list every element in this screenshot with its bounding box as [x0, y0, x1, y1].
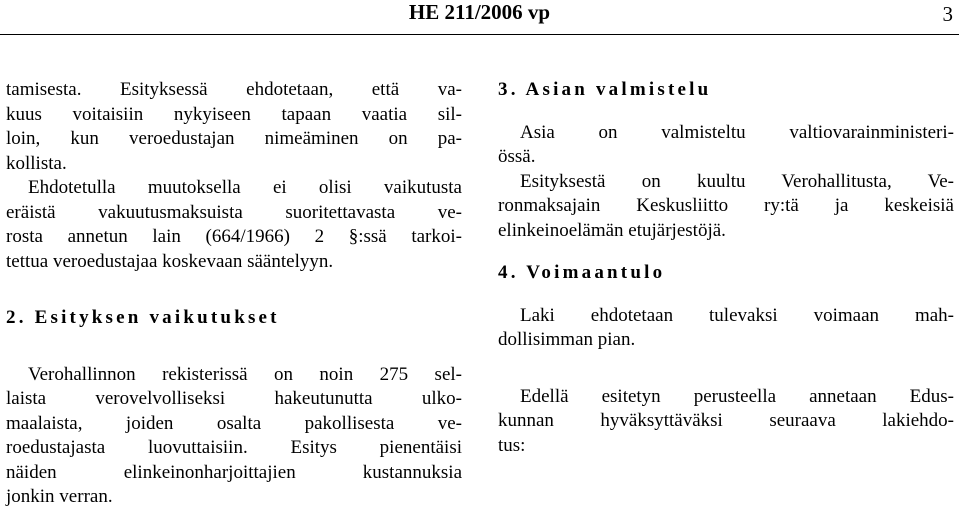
- text-line: Asia on valmisteltu valtiovarainministeri-: [520, 121, 954, 143]
- left-column: [6, 78, 462, 510]
- text-line: maalaista, joiden osalta pakollisesta ve-: [6, 412, 462, 434]
- paragraph-proposal: [498, 385, 954, 459]
- text-line: eräistä vakuutusmaksuista suoritettavasta ve-: [6, 201, 462, 223]
- right-column: [498, 78, 954, 458]
- text-line: elinkeinoelämän etujärjestöjä.: [498, 219, 726, 241]
- section-heading-3: 3. Asian valmistelu: [498, 79, 712, 100]
- text-line: össä.: [498, 146, 536, 167]
- header-rule: [0, 34, 959, 35]
- text-line: Edellä esitetyn perusteella annetaan Edus-: [520, 385, 954, 407]
- text-line: ronmaksajain Keskusliitto ry:tä ja keskeisiä: [498, 195, 954, 216]
- text-line: tus:: [498, 434, 526, 456]
- text-line: tettua veroedustajaa koskevaan sääntelyyn.: [6, 250, 334, 272]
- text-line: näiden elinkeinonharjoittajien kustannuksia: [6, 461, 462, 483]
- text-line: kuus voitaisiin nykyiseen tapaan vaatia sil-: [6, 103, 462, 125]
- paragraph-consultation: [498, 170, 954, 244]
- text-line: Ehdotetulla muutoksella ei olisi vaikutusta: [28, 177, 462, 198]
- text-line: kunnan hyväksyttäväksi seuraava lakiehdo-: [498, 410, 954, 431]
- section-heading-2: 2. Esityksen vaikutukset: [6, 307, 280, 328]
- text-line: tamisesta. Esityksessä ehdotetaan, että va-: [6, 79, 462, 100]
- text-line: dollisimman pian.: [498, 329, 636, 350]
- text-line: rosta annetun lain (664/1966) 2 §:ssä tarkoi-: [6, 226, 462, 247]
- section-heading-4: 4. Voimaantulo: [498, 262, 666, 283]
- page-number: 3: [942, 2, 953, 26]
- text-line: Esityksestä on kuultu Verohallitusta, Ve-: [520, 170, 954, 192]
- text-line: kollista.: [6, 152, 67, 174]
- text-line: loin, kun veroedustajan nimeäminen on pa-: [6, 128, 462, 149]
- paragraph-continuation: [6, 78, 462, 176]
- paragraph-entry-into-force: [498, 304, 954, 353]
- text-line: roedustajasta luovuttaisiin. Esitys pienentäisi: [6, 437, 462, 458]
- paragraph-effects: [6, 363, 462, 510]
- document-id: HE 211/2006 vp: [408, 0, 551, 24]
- text-line: laista verovelvolliseksi hakeutunutta ulko-: [6, 388, 462, 409]
- text-line: jonkin verran.: [6, 486, 113, 507]
- text-line: Verohallinnon rekisterissä on noin 275 sel-: [28, 363, 462, 385]
- paragraph-preparation: [498, 121, 954, 170]
- text-line: Laki ehdotetaan tulevaksi voimaan mah-: [520, 304, 954, 326]
- paragraph-insurance-tax: [6, 176, 462, 274]
